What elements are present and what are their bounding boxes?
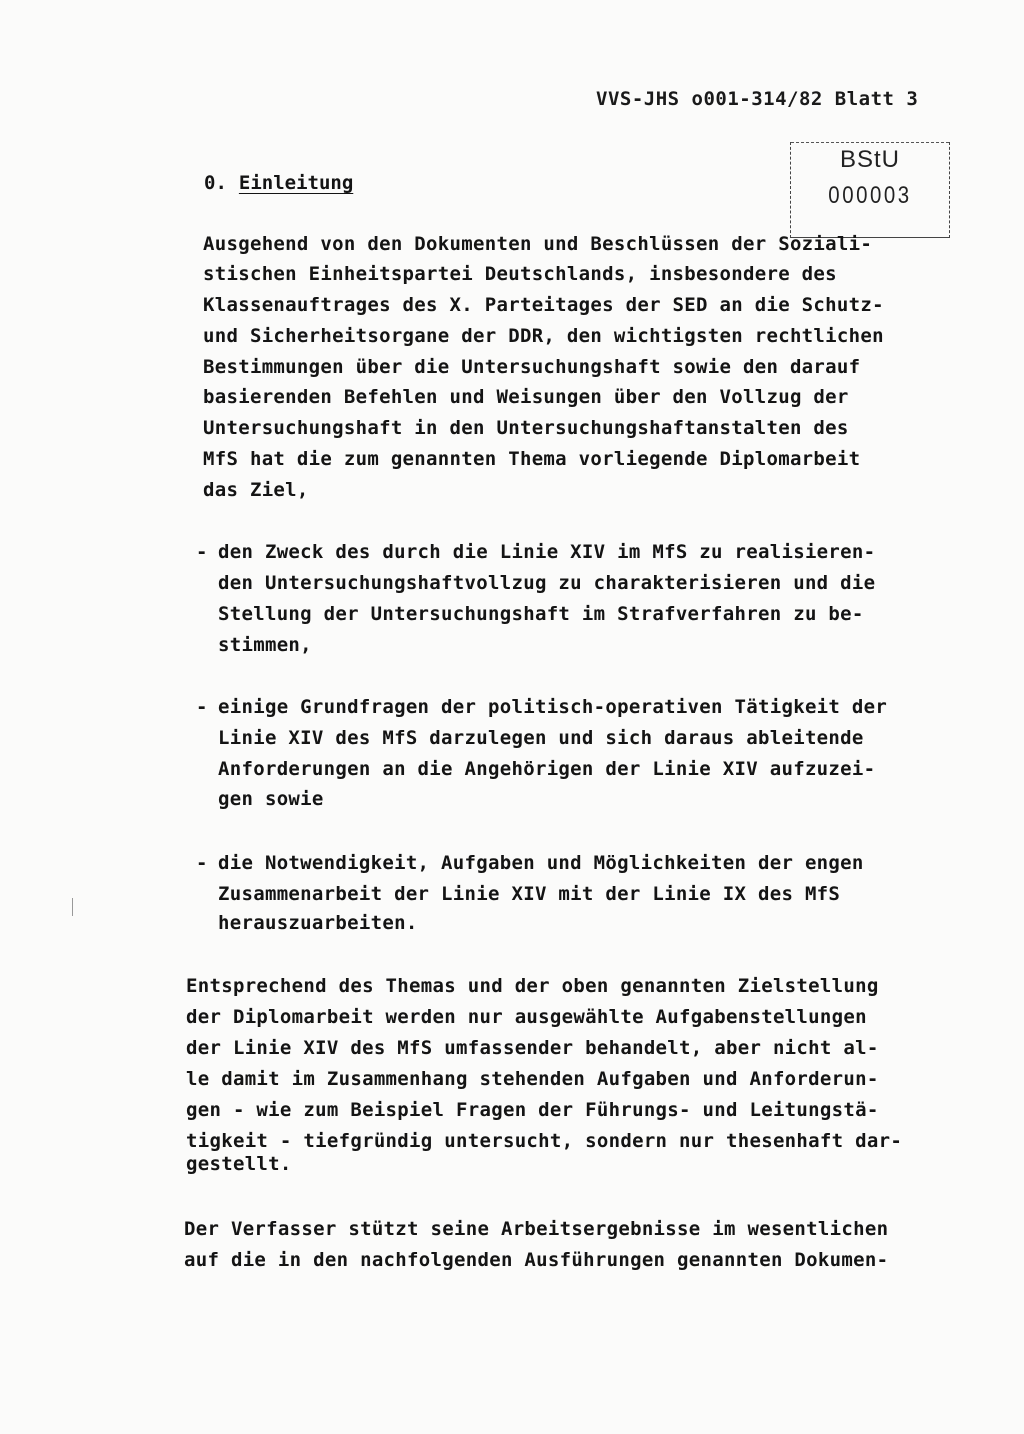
text-line: den Zweck des durch die Linie XIV im MfS zu realisieren- [218, 541, 876, 563]
text-line: Zusammenarbeit der Linie XIV mit der Linie IX des MfS [218, 883, 841, 905]
text-line: und Sicherheitsorgane der DDR, den wichtigsten rechtlichen [203, 325, 884, 347]
text-line: Linie XIV des MfS darzulegen und sich daraus ableitende [218, 727, 864, 749]
text-line: le damit im Zusammenhang stehenden Aufgaben und Anforderun- [186, 1068, 879, 1090]
text-line: der Diplomarbeit werden nur ausgewählte Aufgabenstellungen [186, 1006, 867, 1028]
margin-mark [72, 898, 73, 916]
text-line: herauszuarbeiten. [218, 912, 418, 934]
text-line: das Ziel, [203, 479, 309, 501]
section-number: 0. [204, 172, 227, 194]
stamp-page-number: 000003 [828, 182, 912, 209]
text-line: einige Grundfragen der politisch-operativen Tätigkeit der [218, 696, 888, 718]
list-dash: - [196, 852, 208, 874]
text-line: den Untersuchungshaftvollzug zu charakterisieren und die [218, 572, 876, 594]
stamp-archive-label: BStU [839, 146, 900, 173]
text-line: auf die in den nachfolgenden Ausführungen genannten Dokumen- [184, 1249, 889, 1271]
text-line: tigkeit - tiefgründig untersucht, sondern nur thesenhaft dar- [186, 1130, 903, 1152]
text-line: die Notwendigkeit, Aufgaben und Möglichkeiten der engen [218, 852, 864, 874]
text-line: stischen Einheitspartei Deutschlands, insbesondere des [203, 263, 837, 285]
document-reference: VVS-JHS o001-314/82 Blatt 3 [596, 88, 919, 110]
section-heading [204, 172, 353, 194]
text-line: Klassenauftrages des X. Parteitages der SED an die Schutz- [203, 294, 884, 316]
text-line: Bestimmungen über die Untersuchungshaft sowie den darauf [203, 356, 861, 378]
text-line: gestellt. [186, 1153, 292, 1175]
text-line: Anforderungen an die Angehörigen der Linie XIV aufzuzei- [218, 758, 876, 780]
section-title: Einleitung [238, 172, 354, 194]
text-line: Untersuchungshaft in den Untersuchungshaftanstalten des [203, 417, 849, 439]
text-line: Ausgehend von den Dokumenten und Beschlüssen der Soziali- [203, 233, 873, 255]
text-line: MfS hat die zum genannten Thema vorliegende Diplomarbeit [203, 448, 861, 470]
text-line: basierenden Befehlen und Weisungen über den Vollzug der [203, 386, 849, 408]
text-line: stimmen, [218, 634, 312, 656]
text-line: Stellung der Untersuchungshaft im Strafverfahren zu be- [218, 603, 864, 625]
list-dash: - [196, 696, 208, 718]
text-line: gen - wie zum Beispiel Fragen der Führungs- und Leitungstä- [186, 1099, 879, 1121]
archive-stamp [790, 142, 950, 238]
text-line: der Linie XIV des MfS umfassender behandelt, aber nicht al- [186, 1037, 879, 1059]
text-line: Entsprechend des Themas und der oben genannten Zielstellung [186, 975, 879, 997]
text-line: gen sowie [218, 788, 324, 810]
list-dash: - [196, 541, 208, 563]
text-line: Der Verfasser stützt seine Arbeitsergebnisse im wesentlichen [184, 1218, 889, 1240]
